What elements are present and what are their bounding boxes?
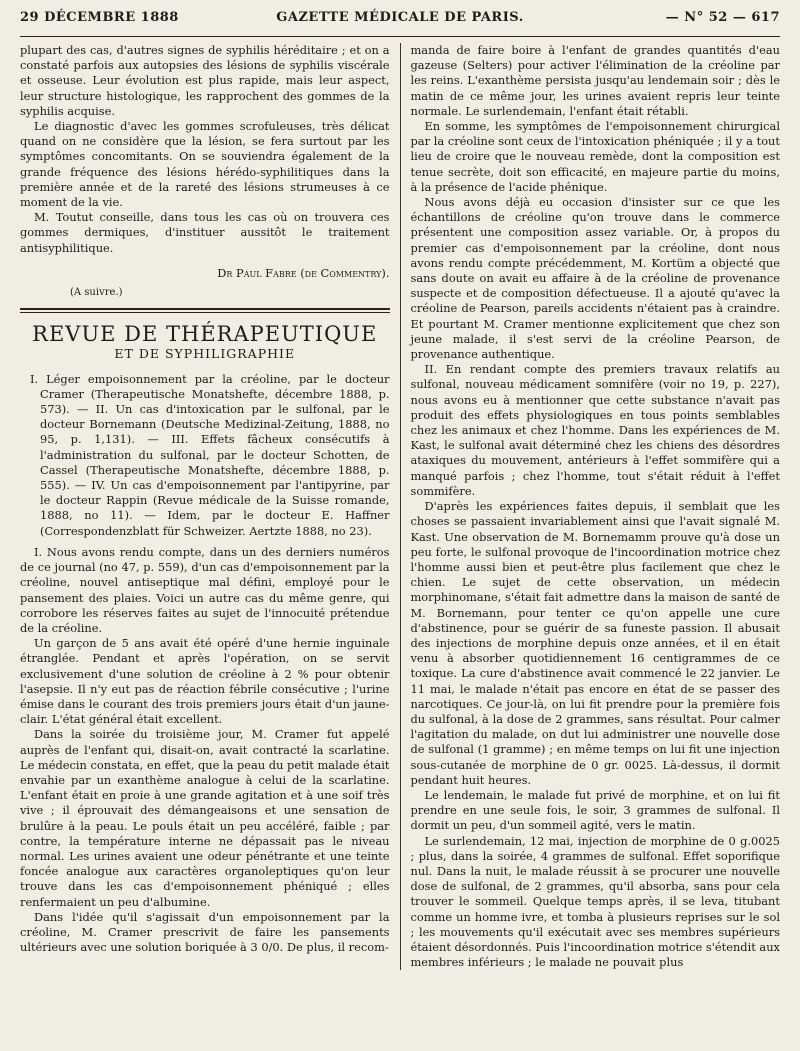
page-header <box>20 10 780 37</box>
continued-note: (A suivre.) <box>70 287 123 299</box>
header-date: 29 DÉCEMBRE 1888 <box>20 10 179 25</box>
paragraph: D'après les expériences faites depuis, il semblait que les choses se passaient invariablement ainsi que l'avait signalé M. Kast. Une observation de M. Bornemamm prouve qu'à dose un peu forte, le sulfonal provoque de l'incoordination motrice chez l'homme aussi bien et peut-être plus facilement que chez le chien. Le sujet de cette observation, un médecin morphinomane, s'était fait admettre dans la maison de santé de M. Bornemann, pour tenter ce qu'on appelle une cure d'abstinence, pour se guérir de sa funeste passion. Il abusait des injections de morphine depuis onze années, et il en était venu à absorber quotidiennement 16 centigrammes de ce toxique. La cure d'abstinence avait commencé le 22 janvier. Le 11 mai, le malade n'était pas encore en état de se passer des narcotiques. Ce jour-là, on lui fit prendre pour la première fois du sulfonal, à la dose de 2 grammes, sans résultat. Pour calmer l'agitation du malade, on dut lui administrer une nouvelle dose de sulfonal (1 gramme) ; en même temps on lui fit une injection sous-cutanée de morphine de 0 gr. 0025. Là-dessus, il dormit pendant huit heures. <box>410 499 780 787</box>
paragraph: plupart des cas, d'autres signes de syphilis héréditaire ; et on a constaté parfois aux autopsies des lésions de syphilis viscérale et osseuse. Leur évolution est plus rapide, mais leur aspect, leur structure histologique, les rapprochent des gommes de la syphilis acquise. <box>20 43 390 118</box>
reference-item: I. Léger empoisonnement par la créoline, par le docteur Cramer (Therapeutische Monatshefte, décembre 1888, p. 573). — II. Un cas d'intoxication par le sulfonal, par le docteur Bornemann (Deutsche Medizinal-Zeitung, 1888, no 95, p. 1,131). — III. Effets fâcheux consécutifs à l'administration du sulfonal, par le docteur Schotten, de Cassel (Therapeutische Monatshefte, décembre 1888, p. 555). — IV. Un cas d'empoisonnement par l'antipyrine, par le docteur Rappin (Revue médicale de la Suisse romande, 1888, no 11). — Idem, par le docteur E. Haffner (Correspondenzblatt für Schweizer. Aertzte 1888, no 23). <box>30 371 390 538</box>
paragraph: Le lendemain, le malade fut privé de morphine, et on lui fit prendre en une seule fois, le soir, 3 grammes de sulfonal. Il dormit un peu, d'un sommeil agité, vers le matin. <box>410 787 780 833</box>
paragraph: Le surlendemain, 12 mai, injection de morphine de 0 g.0025 ; plus, dans la soirée, 4 grammes de sulfonal. Effet soporifique nul. Dans la nuit, le malade réussit à se procurer une nouvelle dose de sulfonal, de 2 grammes, qu'il absorba, sans pour cela trouver le sommeil. Quelque temps après, il se leva, titubant comme un homme ivre, et tomba à plusieurs reprises sur le sol ; les mouvements qu'il exécutait avec ses membres supérieurs étaient désordonnés. Puis l'incoordination motrice s'étendit aux membres inférieurs ; le malade ne pouvait plus <box>410 833 780 970</box>
section-rule <box>20 312 390 313</box>
column-divider <box>400 43 401 970</box>
section-rule <box>20 308 390 310</box>
section-title: REVUE DE THÉRAPEUTIQUE <box>32 322 378 347</box>
paragraph: Un garçon de 5 ans avait été opéré d'une hernie inguinale étranglée. Pendant et après l'opération, on se servit exclusivement d'une solution de créoline à 2 % pour obtenir l'asepsie. Il n'y eut pas de réaction fébrile consécutive ; l'urine émise dans le courant des trois premiers jours était d'un jaune-clair. L'état général était excellent. <box>20 636 390 727</box>
paragraph: Le diagnostic d'avec les gommes scrofuleuses, très délicat quand on ne considère que la lésion, se fera surtout par les symptômes concomitants. On se souviendra également de la grande fréquence des lésions hérédo-syphilitiques dans la première année et de la rareté des lésions strumeuses à ce moment de la vie. <box>20 119 390 210</box>
paragraph: En somme, les symptômes de l'empoisonnement chirurgical par la créoline sont ceux de l'intoxication phéniquée ; il y a tout lieu de croire que le nouveau remède, dont la composition est tenue secrète, doit son efficacité, en majeure partie du moins, à la présence de l'acide phénique. <box>410 119 780 194</box>
header-page-number: — N° 52 — 617 <box>665 10 780 25</box>
right-column <box>410 43 780 970</box>
paragraph: Nous avons déjà eu occasion d'insister sur ce que les échantillons de créoline qu'on trouve dans le commerce présentent une composition assez variable. Or, à propos du premier cas d'empoisonnement par la créoline, dont nous avons rendu compte précédemment, M. Kortüm a objecté que sans doute on avait eu affaire à de la créoline de provenance suspecte et de composition défectueuse. Il a ajouté qu'avec la créoline de Pearson, pareils accidents n'étaient pas à craindre. Et pourtant M. Cramer mentionne explicitement que chez son jeune malade, il s'est servi de la créoline Pearson, de provenance authentique. <box>410 195 780 362</box>
paragraph: Dans l'idée qu'il s'agissait d'un empoisonnement par la créoline, M. Cramer prescrivit de faire les pansements ultérieurs avec une solution boriquée à 3 0/0. De plus, il recom- <box>20 909 390 955</box>
section-subtitle: ET DE SYPHILIGRAPHIE <box>114 346 296 362</box>
author-signature: Dr Paul Fabre (de Commentry). <box>217 265 390 280</box>
references-list <box>20 372 390 539</box>
header-journal-title: GAZETTE MÉDICALE DE PARIS. <box>276 10 524 25</box>
paragraph: manda de faire boire à l'enfant de grandes quantités d'eau gazeuse (Selters) pour activer l'élimination de la créoline par les reins. L'exanthème persista jusqu'au lendemain soir ; dès le matin de ce même jour, les urines avaient repris leur teinte normale. Le surlendemain, l'enfant était rétabli. <box>410 43 780 118</box>
paragraph: I. Nous avons rendu compte, dans un des derniers numéros de ce journal (no 47, p. 559), d'un cas d'empoisonnement par la créoline, nouvel antiseptique mal défini, employé pour le pansement des plaies. Voici un autre cas du même genre, qui corrobore les réserves faites au sujet de l'innocuité prétendue de la créoline. <box>20 544 390 635</box>
paragraph: II. En rendant compte des premiers travaux relatifs au sulfonal, nouveau médicament somnifère (voir no 19, p. 227), nous avons eu à mentionner que cette substance n'avait pas produit des effets physiologiques en tous points semblables chez les animaux et chez l'homme. Dans les expériences de M. Kast, le sulfonal avait déterminé chez les chiens des désordres ataxiques du mouvement, antérieurs à l'effet sommifère qui a manqué parfois ; chez l'homme, tout s'était réduit à l'effet sommifère. <box>410 362 780 498</box>
paragraph: M. Toutut conseille, dans tous les cas où on trouvera ces gommes dermiques, d'instituer aussitôt le traitement antisyphilitique. <box>20 210 390 255</box>
two-column-body <box>20 43 780 970</box>
left-column <box>20 43 390 970</box>
paragraph: Dans la soirée du troisième jour, M. Cramer fut appelé auprès de l'enfant qui, disait-on, avait contracté la scarlatine. Le médecin constata, en effet, que la peau du petit malade était envahie par un exanthème analogue à celui de la scarlatine. L'enfant était en proie à une grande agitation et à une soif très vive ; il éprouvait des démangeaisons et une sensation de brulûre à la peau. Le pouls était un peu accéléré, faible ; par contre, la température interne ne dépassait pas le niveau normal. Les urines avaient une odeur pénétrante et une teinte foncée analogue aux caractères organoleptiques qu'on leur trouve dans les cas d'empoisonnement phéniqué ; elles renfermaient un peu d'albumine. <box>20 727 390 909</box>
